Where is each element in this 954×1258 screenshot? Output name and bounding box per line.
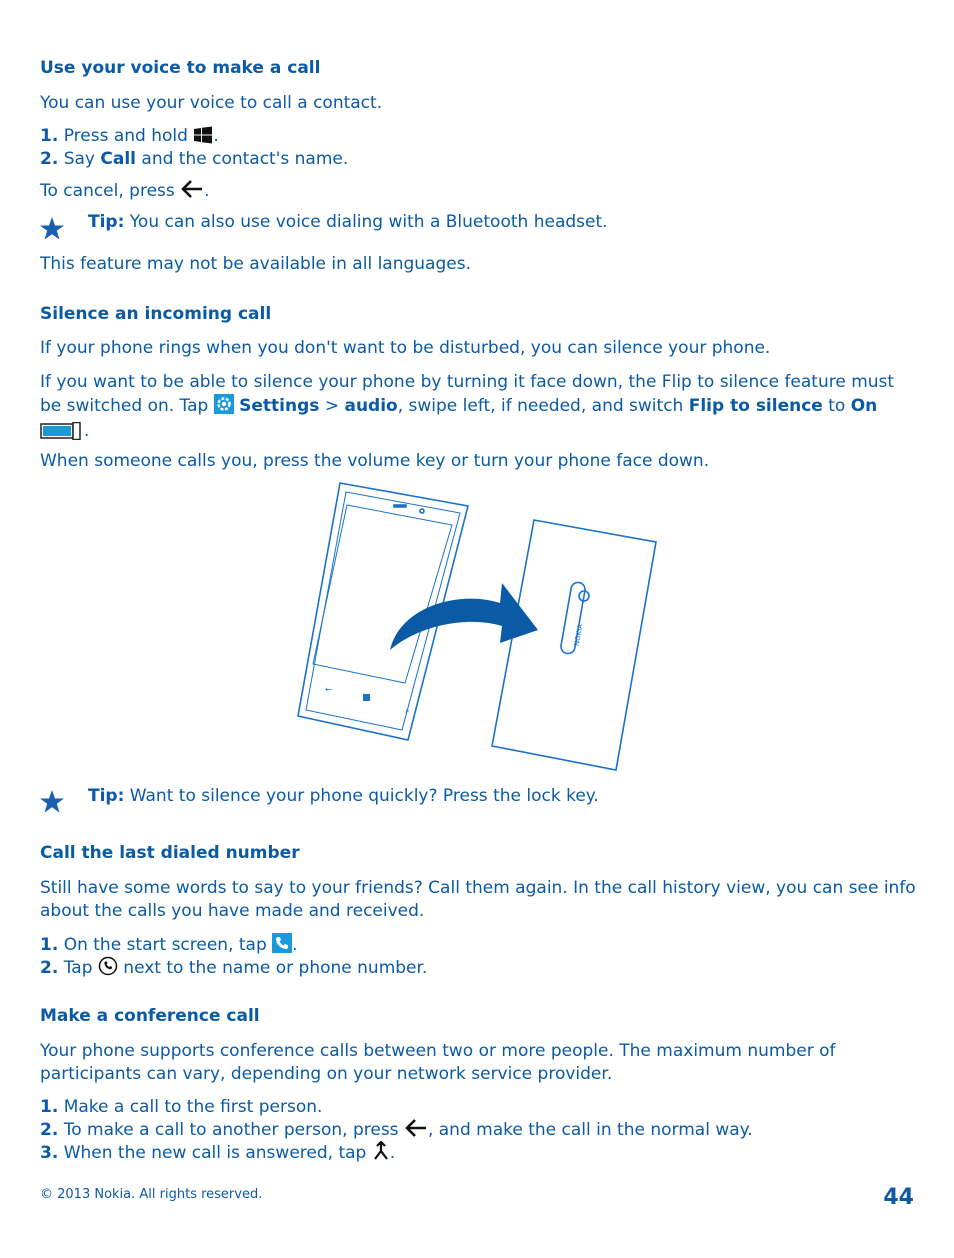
section-heading-voice: Use your voice to make a call xyxy=(40,58,321,78)
cancel-text: To cancel, press xyxy=(40,181,175,201)
tip-label: Tip: xyxy=(88,786,125,806)
step-number: 1. xyxy=(40,1097,59,1117)
voice-note: This feature may not be available in all languages. xyxy=(40,254,471,274)
toggle-switch-on-icon xyxy=(40,422,84,447)
step-text: Tap xyxy=(63,958,93,978)
step-number: 2. xyxy=(40,1120,59,1140)
step-text: Make a call to the first person. xyxy=(63,1097,323,1117)
flip-arrow xyxy=(390,583,538,650)
step-text: Press and hold xyxy=(63,126,188,146)
instruction-text: If you want to be able to silence your phone by turning it face down, the Flip to silence feature must be switched on. Tap xyxy=(40,372,895,416)
step-text: When the new call is answered, tap xyxy=(63,1143,367,1163)
star-icon xyxy=(39,789,65,818)
svg-text:⌕: ⌕ xyxy=(405,706,410,715)
step-number: 1. xyxy=(40,126,59,146)
on-keyword: On xyxy=(850,395,878,416)
conference-intro: Your phone supports conference calls between two or more people. The maximum number of participants can vary, depending on your network service provider. xyxy=(40,1041,836,1084)
tip-text: You can also use voice dialing with a Bluetooth headset. xyxy=(129,212,608,232)
step-number: 2. xyxy=(40,958,59,978)
lastcall-intro: Still have some words to say to your friends? Call them again. In the call history view, you can see info about the calls you have made and received. xyxy=(40,878,916,921)
voice-step-1: 1. Press and hold . xyxy=(40,125,920,151)
instruction-text: to xyxy=(828,395,846,416)
voice-step-2 xyxy=(40,148,920,171)
call-keyword: Call xyxy=(100,149,136,169)
back-arrow-icon xyxy=(180,179,204,206)
step-number: 1. xyxy=(40,935,59,955)
audio-keyword: audio xyxy=(344,395,398,416)
settings-gear-icon xyxy=(214,394,234,421)
voice-tip xyxy=(88,212,608,232)
lastcall-step-2 xyxy=(40,956,920,983)
step-text: , and make the call in the normal way. xyxy=(427,1120,753,1140)
flip-phone-illustration xyxy=(290,478,670,782)
step-number: 3. xyxy=(40,1143,59,1163)
voice-intro: You can use your voice to call a contact. xyxy=(40,93,383,113)
step-text: On the start screen, tap xyxy=(63,935,267,955)
settings-keyword: Settings xyxy=(239,395,320,416)
svg-text:←: ← xyxy=(325,685,332,694)
flip-to-silence-keyword: Flip to silence xyxy=(688,395,823,416)
silence-tip xyxy=(88,786,599,806)
section-heading-last-call: Call the last dialed number xyxy=(40,843,300,863)
step-text: To make a call to another person, press xyxy=(63,1120,399,1140)
call-circle-icon xyxy=(98,956,118,983)
silence-instructions: If you want to be able to silence your phone by turning it face down, the Flip to silence feature must be switched on. Tap Settings > audio, swipe left, if needed, and switch Flip to silence to On . xyxy=(40,371,920,447)
step-number: 2. xyxy=(40,149,59,169)
star-icon xyxy=(39,216,65,245)
page-number: 44 xyxy=(883,1185,914,1210)
copyright: © 2013 Nokia. All rights reserved. xyxy=(40,1187,263,1202)
conference-step-3: 3. When the new call is answered, tap . xyxy=(40,1141,920,1168)
lastcall-step-1: 1. On the start screen, tap . xyxy=(40,933,920,960)
conference-step-1 xyxy=(40,1096,920,1119)
voice-cancel: To cancel, press . xyxy=(40,179,920,206)
step-text: and the contact's name. xyxy=(141,149,349,169)
silence-intro: If your phone rings when you don't want to be disturbed, you can silence your phone. xyxy=(40,338,771,358)
phone-back xyxy=(492,520,656,770)
silence-how: When someone calls you, press the volume key or turn your phone face down. xyxy=(40,451,710,471)
tip-text: Want to silence your phone quickly? Press the lock key. xyxy=(129,786,599,806)
section-heading-conference: Make a conference call xyxy=(40,1006,260,1026)
windows-key-icon xyxy=(193,126,213,151)
separator: > xyxy=(324,395,340,416)
step-text: Say xyxy=(63,149,95,169)
merge-calls-icon xyxy=(372,1141,390,1168)
instruction-text: , swipe left, if needed, and switch xyxy=(397,395,684,416)
step-text: next to the name or phone number. xyxy=(123,958,428,978)
phone-brand-label: NOKIA xyxy=(572,623,585,647)
section-heading-silence: Silence an incoming call xyxy=(40,304,272,324)
tip-label: Tip: xyxy=(88,212,125,232)
